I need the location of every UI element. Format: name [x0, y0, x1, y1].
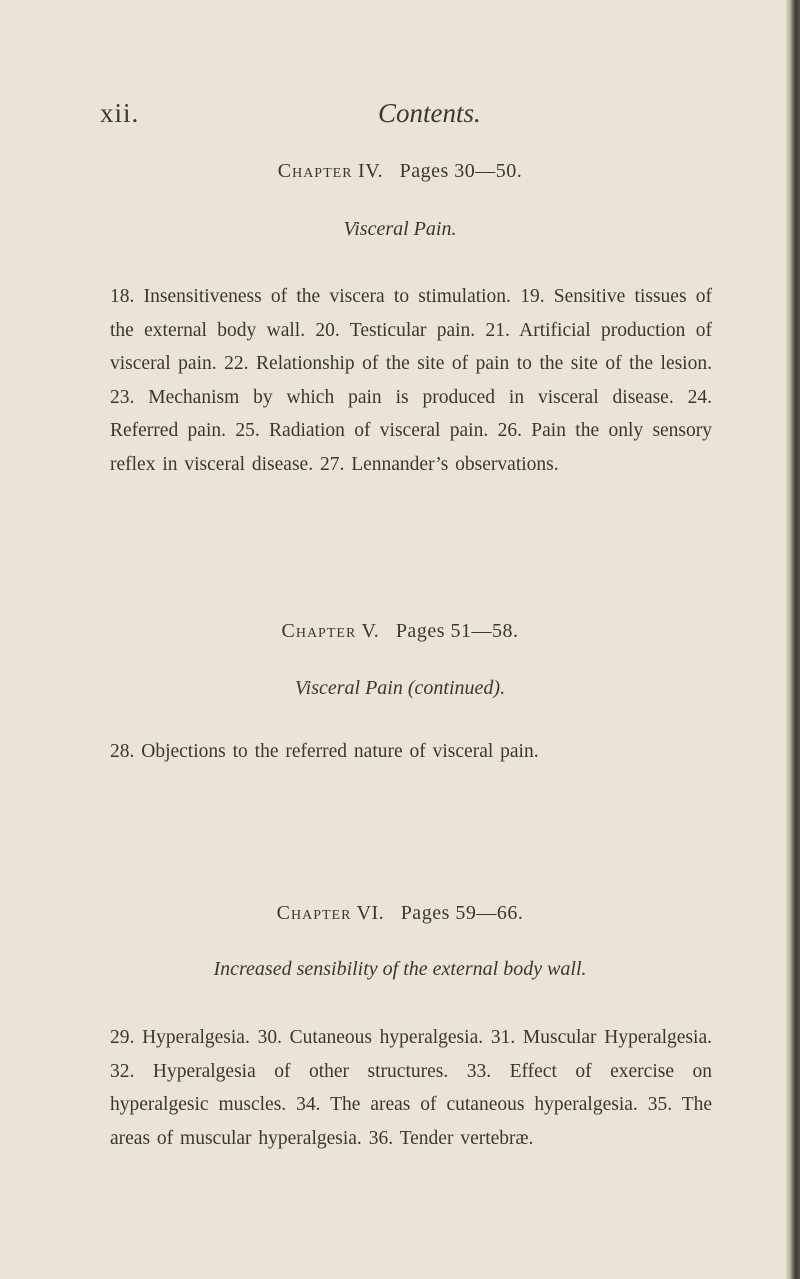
entry-29: 29. Hyperalgesia.: [110, 1027, 250, 1048]
chapter-numeral: VI.: [356, 902, 385, 924]
running-title: Contents.: [378, 98, 481, 128]
entry-31: 31. Muscular Hyperalgesia.: [490, 1027, 713, 1048]
entry-35: 35. The areas of muscular hyperalgesia.: [110, 1094, 713, 1149]
page-number: xii.: [100, 98, 140, 128]
entry-34: 34. The areas of cutaneous hyperalgesia.: [296, 1094, 638, 1115]
entry-33: 33. Effect of exercise on hyperalgesic muscles.: [110, 1060, 712, 1115]
running-head: [100, 98, 720, 138]
chapter-pages: Pages 30—50.: [399, 160, 523, 182]
chapter-5-subtitle-main: Visceral Pain: [294, 677, 403, 699]
chapter-pages: Pages 59—66.: [400, 902, 524, 924]
entry-23: 23. Mechanism by which pain is produced in visceral disease.: [110, 386, 674, 408]
chapter-word: Chapter: [277, 160, 353, 182]
entry-30: 30. Cutaneous hyperalgesia.: [257, 1027, 484, 1048]
chapter-numeral: IV.: [358, 160, 384, 182]
chapter-5-subtitle-paren: (continued).: [407, 677, 506, 699]
entry-27: 27. Lennander’s observations.: [319, 453, 559, 475]
chapter-word: Chapter: [276, 902, 352, 924]
chapter-numeral: V.: [361, 620, 380, 642]
entry-18: 18. Insensitiveness of the viscera to stimulation.: [110, 286, 511, 307]
entry-28: 28. Objections to the referred nature of visceral pain.: [110, 741, 539, 762]
entry-36: 36. Tender vertebræ.: [368, 1127, 534, 1149]
entry-32: 32. Hyperalgesia of other structures.: [110, 1060, 449, 1082]
entry-22: 22. Relationship of the site of pain to the site of the lesion.: [224, 353, 712, 374]
chapter-6-contents: [110, 1021, 712, 1155]
chapter-5-contents: [110, 735, 712, 769]
entry-19: 19. Sensitive tissues of the external body wall.: [110, 286, 713, 341]
chapter-5-subtitle: [0, 677, 800, 700]
chapter-word: Chapter: [281, 620, 357, 642]
entry-21: 21. Artificial production of visceral pain.: [110, 319, 713, 374]
chapter-6-heading: [0, 902, 800, 925]
chapter-5-heading: [0, 620, 800, 643]
chapter-4-contents: [110, 280, 712, 481]
chapter-pages: Pages 51—58.: [395, 620, 519, 642]
entry-25: 25. Radiation of visceral pain.: [235, 420, 489, 441]
chapter-4-heading: [0, 160, 800, 183]
entry-20: 20. Testicular pain.: [315, 319, 476, 341]
chapter-4-subtitle: Visceral Pain.: [343, 218, 457, 240]
entry-26: 26. Pain the only sensory reflex in visceral disease.: [110, 420, 713, 475]
chapter-6-subtitle: Increased sensibility of the external body wall.: [213, 958, 587, 980]
entry-24: 24. Referred pain.: [110, 386, 712, 441]
